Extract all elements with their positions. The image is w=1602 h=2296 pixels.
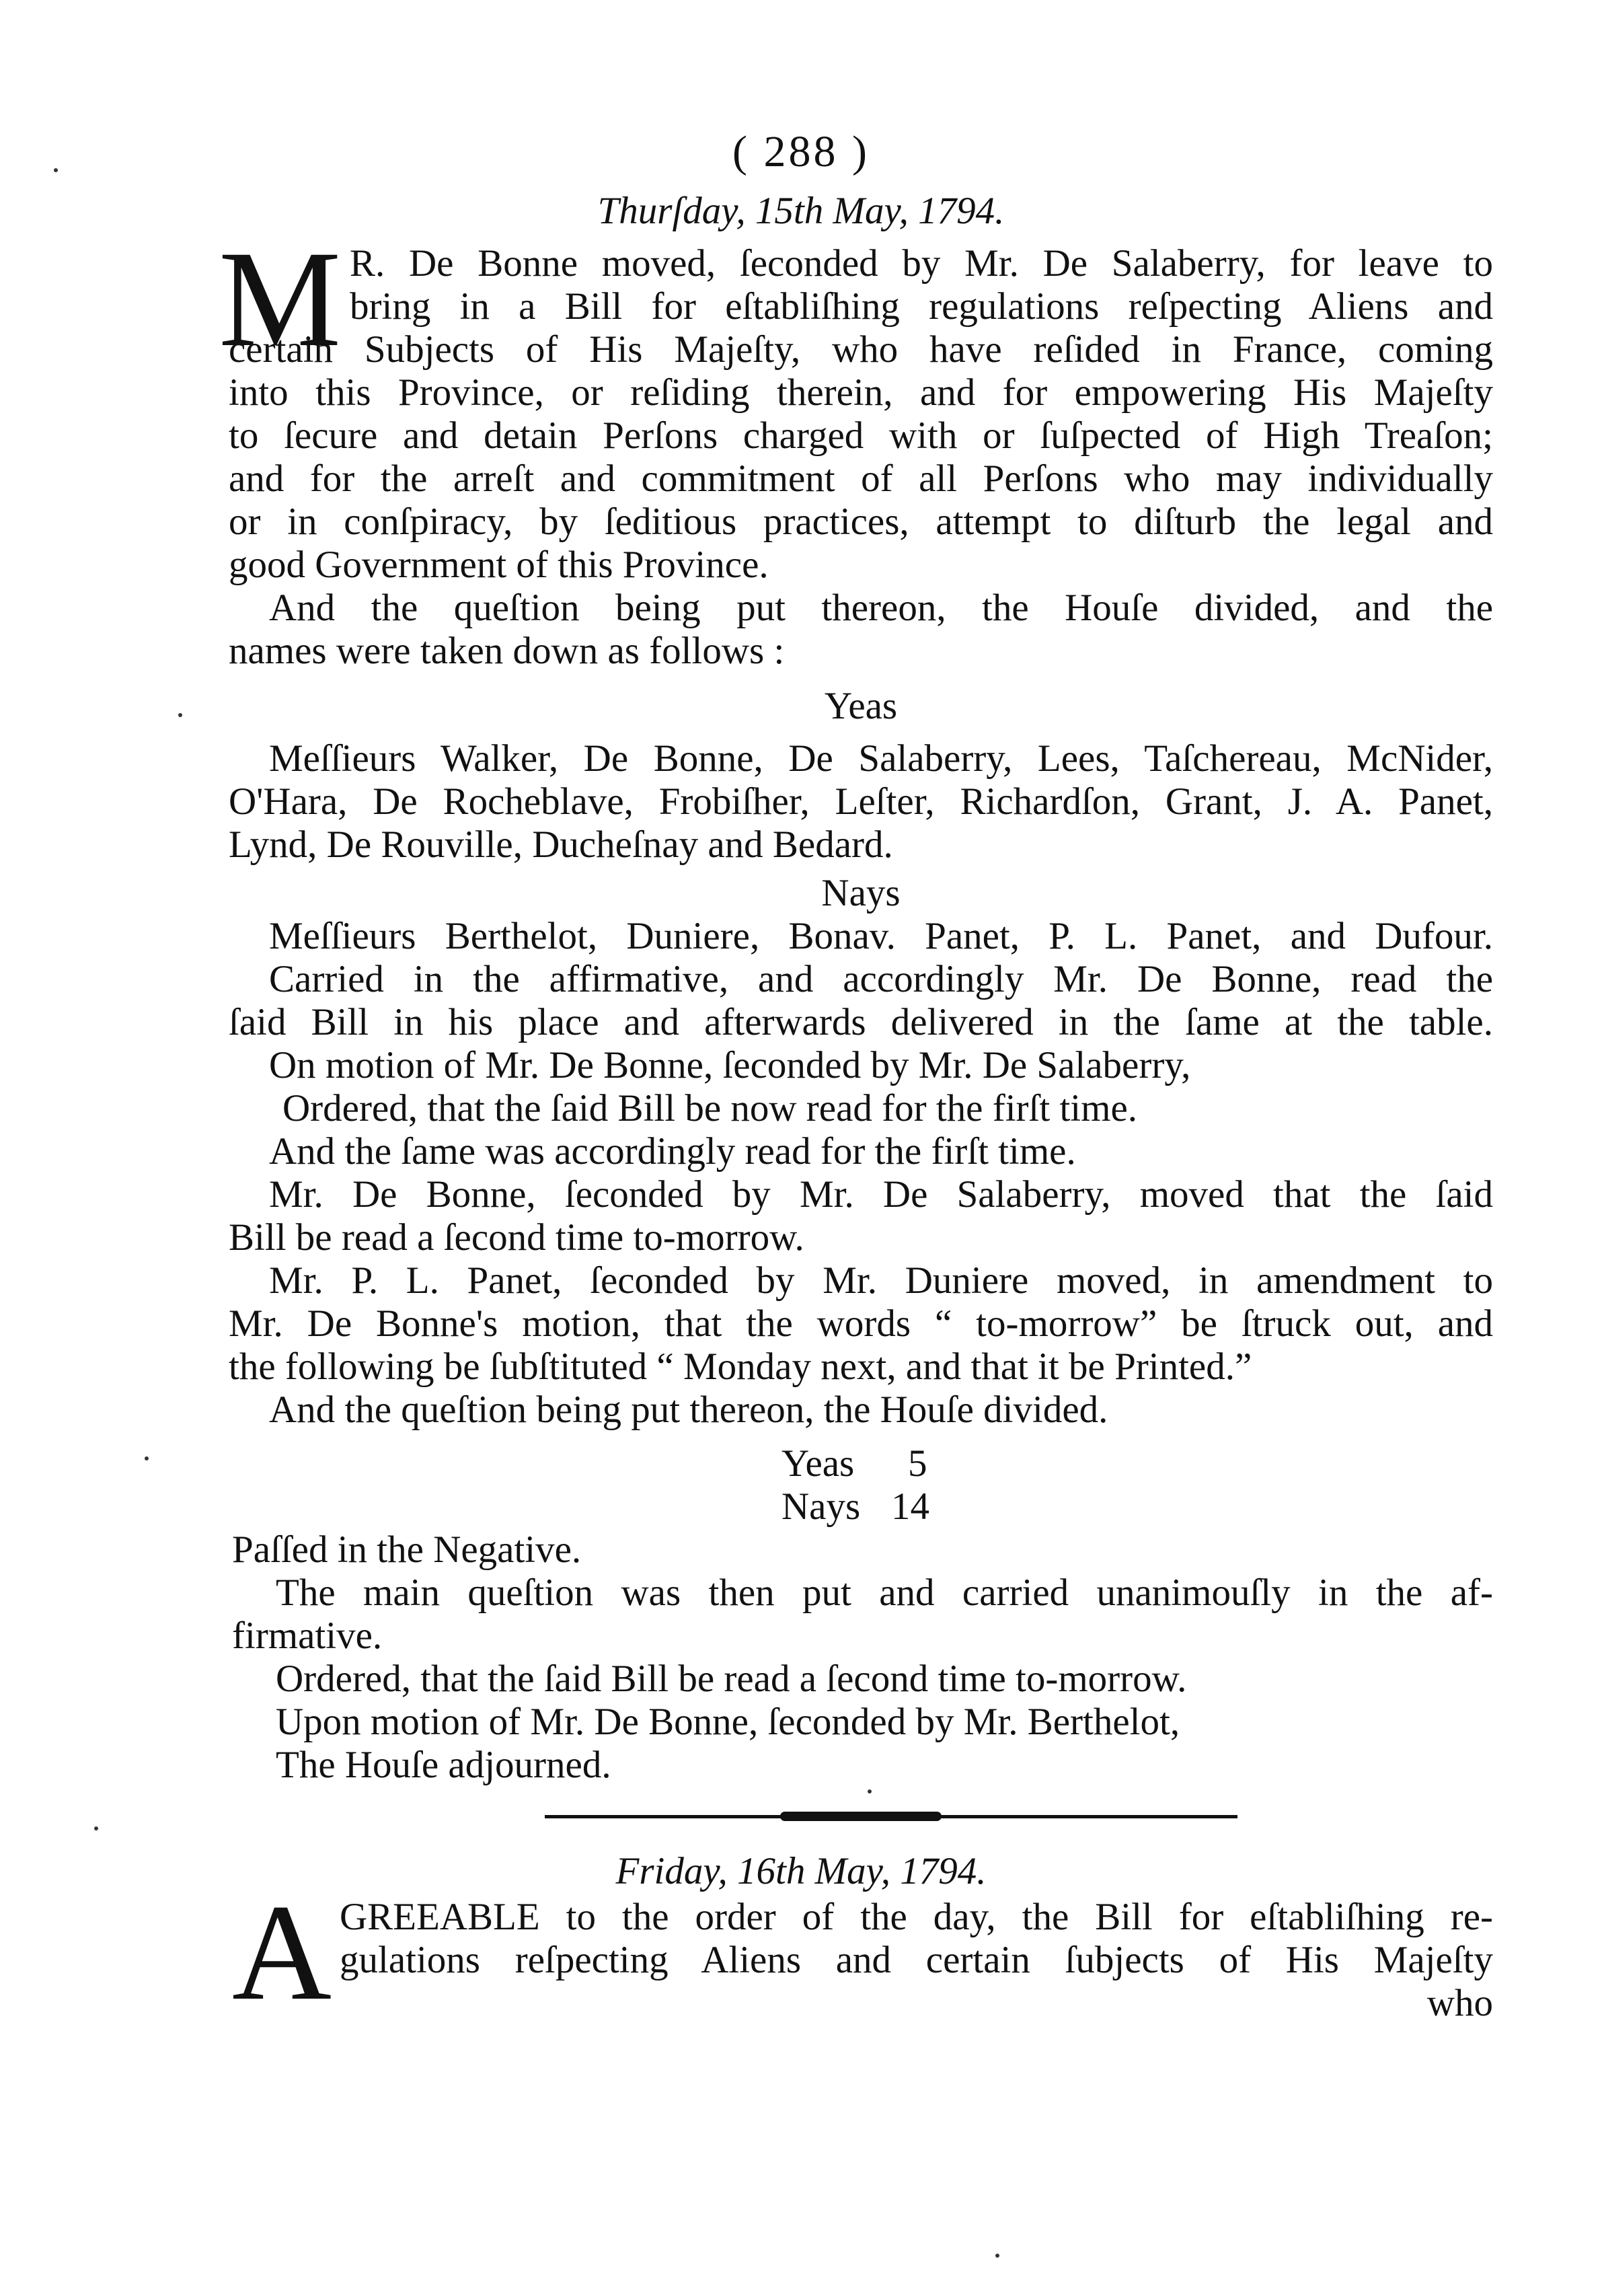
yeas-names-line-3: Lynd, De Rouville, Ducheſnay and Bedard.: [229, 823, 893, 866]
page-number: ( 288 ): [732, 127, 870, 176]
yeas-names-line-2: O'Hara, De Rocheblave, Frobiſher, Leſter, Richardſon, Grant, J. A. Panet,: [229, 780, 1493, 823]
entry1-after-line-6: Mr. De Bonne, ſeconded by Mr. De Salaberry, moved that the ſaid: [269, 1173, 1493, 1216]
yeas-names-line-1: Meſſieurs Walker, De Bonne, De Salaberry, Lees, Taſchereau, McNider,: [269, 737, 1493, 780]
nays-names-line: Meſſieurs Berthelot, Duniere, Bonav. Panet, P. L. Panet, and Dufour.: [269, 915, 1493, 957]
entry1-line-3: certain Subjects of His Majeſty, who have reſided in France, coming: [229, 328, 1493, 371]
vote-yeas-label: Yeas: [781, 1442, 855, 1485]
closing-line-1: Paſſed in the Negative.: [232, 1528, 582, 1571]
entry1-after-line-8: Mr. P. L. Panet, ſeconded by Mr. Duniere moved, in amendment to: [269, 1259, 1493, 1302]
drop-cap-m: M: [219, 223, 342, 375]
entry1-after-line-3: On motion of Mr. De Bonne, ſeconded by Mr. De Salaberry,: [269, 1044, 1191, 1086]
scan-speck: [94, 1826, 98, 1830]
entry1-line-6: and for the arreſt and commitment of all Perſons who may individually: [229, 457, 1493, 500]
entry1-line-1: R. De Bonne moved, ſeconded by Mr. De Salaberry, for leave to: [350, 242, 1493, 285]
scan-speck: [178, 713, 182, 717]
entry-date-friday: Friday, 16th May, 1794.: [615, 1850, 987, 1892]
entry1-after-line-1: Carried in the affirmative, and accordingly Mr. De Bonne, read the: [269, 958, 1493, 1000]
scan-speck: [54, 168, 58, 172]
entry1-after-line-2: ſaid Bill in his place and afterwards delivered in the ſame at the table.: [229, 1001, 1493, 1043]
entry1-line-10: names were taken down as follows :: [229, 630, 785, 672]
scan-speck: [995, 2254, 999, 2258]
vote-yeas-count: 5: [908, 1442, 927, 1485]
entry1-after-line-11: And the queſtion being put thereon, the Houſe divided.: [269, 1388, 1108, 1431]
entry1-after-line-7: Bill be read a ſecond time to-morrow.: [229, 1216, 804, 1259]
entry1-line-7: or in conſpiracy, by ſeditious practices, attempt to diſturb the legal and: [229, 501, 1493, 543]
entry1-after-line-5: And the ſame was accordingly read for the firſt time.: [269, 1130, 1076, 1173]
entry-date-thursday: Thurſday, 15th May, 1794.: [597, 190, 1005, 232]
drop-cap-a: A: [232, 1876, 332, 2029]
section-divider-ornament: [780, 1812, 942, 1821]
closing-line-2: The main queſtion was then put and carried unanimouſly in the af-: [276, 1571, 1493, 1614]
vote-nays-count: 14: [891, 1485, 929, 1528]
closing-line-4: Ordered, that the ſaid Bill be read a ſecond time to-morrow.: [276, 1658, 1187, 1700]
closing-line-5: Upon motion of Mr. De Bonne, ſeconded by Mr. Berthelot,: [276, 1701, 1180, 1743]
scan-speck: [145, 1456, 149, 1460]
entry1-line-4: into this Province, or reſiding therein, and for empowering His Majeſty: [229, 371, 1493, 414]
entry1-after-line-9: Mr. De Bonne's motion, that the words “ to-morrow” be ſtruck out, and: [229, 1302, 1493, 1345]
entry1-line-8: good Government of this Province.: [229, 544, 769, 586]
entry1-line-2: bring in a Bill for eſtabliſhing regulations reſpecting Aliens and: [350, 285, 1493, 328]
entry1-after-line-10: the following be ſubſtituted “ Monday next, and that it be Printed.”: [229, 1345, 1252, 1388]
nays-heading: Nays: [821, 872, 901, 914]
entry1-after-line-4: Ordered, that the ſaid Bill be now read for the firſt time.: [282, 1087, 1138, 1130]
entry1-line-5: to ſecure and detain Perſons charged with or ſuſpected of High Treaſon;: [229, 414, 1493, 457]
closing-line-6: The Houſe adjourned.: [276, 1744, 611, 1786]
entry2-line-1: GREEABLE to the order of the day, the Bill for eſtabliſhing re-: [340, 1896, 1493, 1938]
scan-speck: [868, 1789, 872, 1793]
vote-nays-label: Nays: [781, 1485, 861, 1528]
yeas-heading: Yeas: [824, 685, 898, 727]
entry1-line-9: And the queſtion being put thereon, the Houſe divided, and the: [269, 587, 1493, 629]
closing-line-3: firmative.: [232, 1615, 383, 1657]
entry2-line-2: gulations reſpecting Aliens and certain ſubjects of His Majeſty: [340, 1939, 1493, 1981]
catchword: who: [1426, 1982, 1493, 2024]
